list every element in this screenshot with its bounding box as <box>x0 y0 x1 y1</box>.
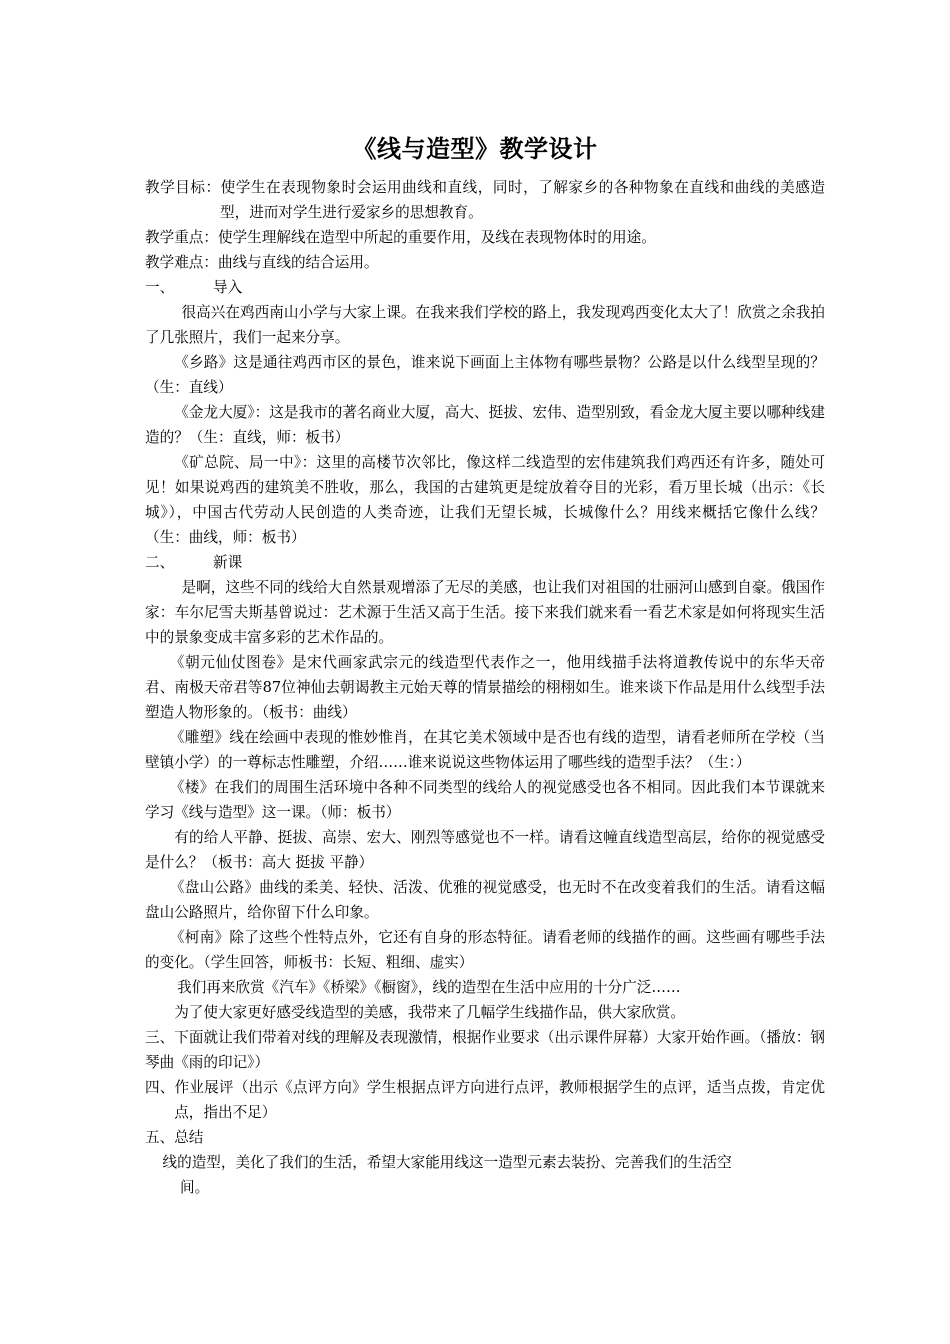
section-label: 新课 <box>213 554 243 571</box>
paragraph: 《金龙大厦》：这是我市的著名商业大厦，高大、挺拔、宏伟、造型别致，看金龙大厦主要以哪种线建造的？（生：直线，师：板书） <box>145 404 825 446</box>
paragraph: 是啊，这些不同的线给大自然景观增添了无尽的美感，也让我们对祖国的壮丽河山感到自豪。俄国作家：车尔尼雪夫斯基曾说过：艺术源于生活又高于生活。接下来我们就来看一看艺术家是如何将现实生活中的景象变成丰富多彩的艺术作品的。 <box>145 579 825 646</box>
page-title: 《线与造型》教学设计 <box>352 134 598 163</box>
section-label: 导入 <box>213 279 243 296</box>
document-body <box>145 175 825 1200</box>
section-number: 一、 <box>145 279 175 296</box>
section-heading-intro <box>145 275 825 300</box>
summary-line: 间。 <box>180 1179 210 1196</box>
summary-line: 线的造型，美化了我们的生活，希望大家能用线这一造型元素去装扮、完善我们的生活空 <box>162 1154 732 1171</box>
section-heading-review: 四、作业展评（出示《点评方向》学生根据点评方向进行点评，教师根据学生的点评，适当点拨，肯定优点，指出不足） <box>145 1079 825 1121</box>
paragraph: 《雕塑》线在绘画中表现的惟妙惟肖，在其它美术领域中是否也有线的造型，请看老师所在学校（当壁镇小学）的一尊标志性雕塑，介绍……谁来说说这些物体运用了哪些线的造型手法？（生：） <box>145 729 825 771</box>
section-heading-new-lesson <box>145 550 825 575</box>
section-heading-summary: 五、总结 <box>145 1129 204 1146</box>
section-number: 二、 <box>145 554 175 571</box>
paragraph: 《楼》在我们的周围生活环境中各种不同类型的线给人的视觉感受也各不相同。因此我们本节课就来学习《线与造型》这一课。（师：板书） <box>145 779 825 821</box>
summary-paragraph <box>145 1150 825 1200</box>
teaching-difficulty: 教学难点：曲线与直线的结合运用。 <box>145 254 379 271</box>
paragraph: 我们再来欣赏《汽车》《桥梁》《橱窗》，线的造型在生活中应用的十分广泛…… <box>177 979 681 996</box>
paragraph: 《朝元仙仗图卷》是宋代画家武宗元的线造型代表作之一，他用线描手法将道教传说中的东华天帝君、南极天帝君等87位神仙去朝谒教主元始天尊的情景描绘的栩栩如生。谁来谈下作品是用什么线型手法塑造人物形象的。（板书：曲线） <box>145 654 825 721</box>
paragraph: 《柯南》除了这些个性特点外，它还有自身的形态特征。请看老师的线描作的画。这些画有哪些手法的变化。（学生回答，师板书：长短、粗细、虚实） <box>145 929 825 971</box>
section-heading-practice: 三、下面就让我们带着对线的理解及表现激情，根据作业要求（出示课件屏幕）大家开始作画。（播放：钢琴曲《雨的印记》） <box>145 1029 825 1071</box>
paragraph: 为了使大家更好感受线造型的美感，我带来了几幅学生线描作品，供大家欣赏。 <box>174 1004 685 1021</box>
teaching-key-point: 教学重点：使学生理解线在造型中所起的重要作用，及线在表现物体时的用途。 <box>145 229 656 246</box>
paragraph: 有的给人平静、挺拔、高崇、宏大、刚烈等感觉也不一样。请看这幢直线造型高层，给你的视觉感受是什么？（板书：高大 挺拔 平静） <box>145 829 825 871</box>
paragraph: 很高兴在鸡西南山小学与大家上课。在我来我们学校的路上，我发现鸡西变化太大了！欣赏之余我拍了几张照片，我们一起来分享。 <box>145 304 825 346</box>
paragraph: 《乡路》这是通往鸡西市区的景色，谁来说下画面上主体物有哪些景物？公路是以什么线型呈现的？（生：直线） <box>145 354 825 396</box>
paragraph: 《矿总院、局一中》：这里的高楼节次邻比，像这样二线造型的宏伟建筑我们鸡西还有许多，随处可见！如果说鸡西的建筑美不胜收，那么，我国的古建筑更是绽放着夺目的光彩，看万里长城（出示：《长城》），中国古代劳动人民创造的人类奇迹，让我们无望长城，长城像什么？用线来概括它像什么线？（生：曲线，师：板书） <box>145 454 825 546</box>
teaching-objective: 教学目标：使学生在表现物象时会运用曲线和直线，同时，了解家乡的各种物象在直线和曲线的美感造型，进而对学生进行爱家乡的思想教育。 <box>145 179 825 221</box>
paragraph: 《盘山公路》曲线的柔美、轻快、活泼、优雅的视觉感受，也无时不在改变着我们的生活。请看这幅盘山公路照片，给你留下什么印象。 <box>145 879 825 921</box>
